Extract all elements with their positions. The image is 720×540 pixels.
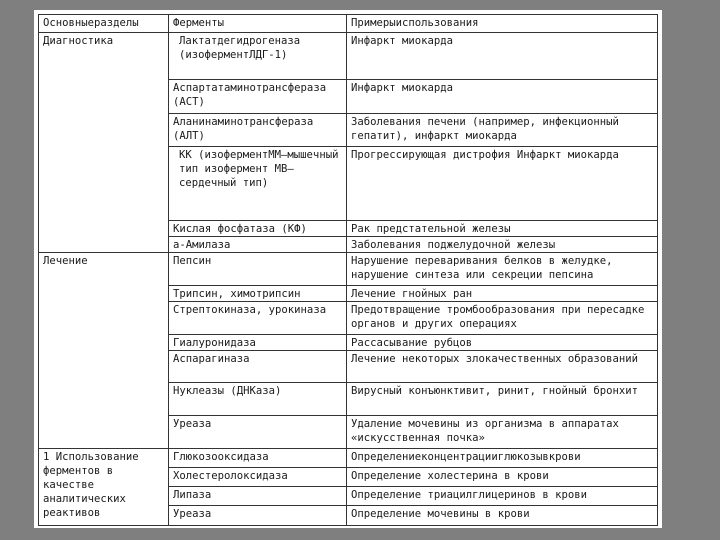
enzyme-cell: Аланинаминотрансфераза (АЛТ) [169, 113, 347, 147]
table-header-row [39, 15, 658, 33]
enzyme-cell: Аспартатаминотрансфераза (АСТ) [169, 80, 347, 114]
section-diagnostics: Диагностика [39, 33, 169, 253]
header-sections: Основныеразделы [39, 15, 169, 33]
enzyme-cell: Липаза [169, 487, 347, 506]
enzymes-table [38, 14, 658, 526]
enzyme-cell: Трипсин, химотрипсин [169, 285, 347, 301]
usage-cell: Определениеконцентрацииглюкозывкрови [347, 448, 658, 467]
enzyme-cell: Аспарагиназа [169, 350, 347, 383]
enzyme-cell: Уреаза [169, 415, 347, 448]
usage-cell: Прогрессирующая дистрофия Инфаркт миокарда [347, 147, 658, 220]
enzyme-cell: Гиалуронидаза [169, 334, 347, 350]
usage-cell: Определение холестерина в крови [347, 467, 658, 486]
usage-cell: Предотвращение тромбообразования при пересадке органов и других операциях [347, 301, 658, 334]
enzyme-cell: Нуклеазы (ДНКаза) [169, 383, 347, 416]
usage-cell: Заболевания поджелудочной железы [347, 236, 658, 252]
usage-cell: Инфаркт миокарда [347, 80, 658, 114]
enzyme-cell: Стрептокиназа, урокиназа [169, 301, 347, 334]
enzyme-cell: а-Амилаза [169, 236, 347, 252]
enzyme-cell: Глюкозооксидаза [169, 448, 347, 467]
enzyme-cell: Холестеролоксидаза [169, 467, 347, 486]
usage-cell: Определение триацилглицеринов в крови [347, 487, 658, 506]
usage-cell: Нарушение переваривания белков в желудке, нарушение синтеза или секреции пепсина [347, 253, 658, 286]
usage-cell: Заболевания печени (например, инфекционный гепатит), инфаркт миокарда [347, 113, 658, 147]
table-row [39, 33, 658, 80]
enzyme-cell: Кислая фосфатаза (КФ) [169, 220, 347, 236]
usage-cell: Лечение гнойных ран [347, 285, 658, 301]
header-enzymes: Ферменты [169, 15, 347, 33]
enzyme-cell: Лактатдегидрогеназа (изоферментЛДГ-1) [169, 33, 347, 80]
enzyme-cell: Уреаза [169, 506, 347, 526]
usage-cell: Определение мочевины в крови [347, 506, 658, 526]
section-treatment: Лечение [39, 253, 169, 448]
usage-cell: Рассасывание рубцов [347, 334, 658, 350]
enzyme-cell: Пепсин [169, 253, 347, 286]
table-row [39, 448, 658, 467]
usage-cell: Лечение некоторых злокачественных образований [347, 350, 658, 383]
usage-cell: Инфаркт миокарда [347, 33, 658, 80]
usage-cell: Вирусный конъюнктивит, ринит, гнойный бронхит [347, 383, 658, 416]
usage-cell: Рак предстательной железы [347, 220, 658, 236]
table-row [39, 253, 658, 286]
enzyme-cell: КК (изоферментММ—мышечный тип изофермент МВ—сердечный тип) [169, 147, 347, 220]
document-page [34, 10, 662, 528]
usage-cell: Удаление мочевины из организма в аппаратах «искусственная почка» [347, 415, 658, 448]
header-usage: Примерыиспользования [347, 15, 658, 33]
section-analytical: 1 Использование ферментов в качестве аналитических реактивов [39, 448, 169, 526]
